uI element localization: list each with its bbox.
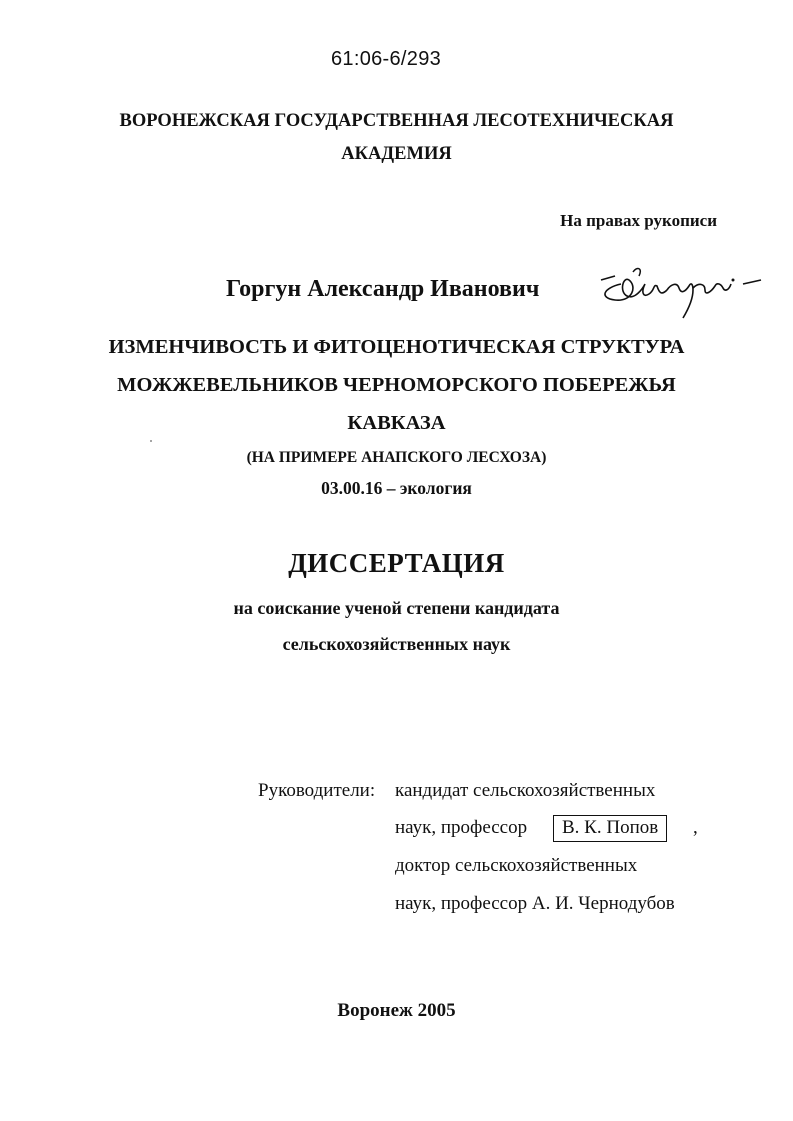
manuscript-rights: На правах рукописи xyxy=(560,211,717,230)
supervisor-comma: , xyxy=(693,817,698,838)
document-type: ДИССЕРТАЦИЯ xyxy=(288,548,505,578)
title-line-1: ИЗМЕНЧИВОСТЬ И ФИТОЦЕНОТИЧЕСКАЯ СТРУКТУРА xyxy=(108,336,685,358)
title-line-2: МОЖЖЕВЕЛЬНИКОВ ЧЕРНОМОРСКОГО ПОБЕРЕЖЬЯ xyxy=(117,374,676,396)
degree-line-1: на соискание ученой степени кандидата xyxy=(233,598,560,618)
supervisor-line-3: доктор сельскохозяйственных xyxy=(395,855,638,876)
catalog-number: 61:06-6/293 xyxy=(331,48,442,70)
supervisor-line-1: кандидат сельскохозяйственных xyxy=(395,780,656,801)
supervisor-line-4: наук, профессор А. И. Чернодубов xyxy=(395,893,675,914)
signature-text: Горгун xyxy=(593,262,596,263)
supervisors-label: Руководители: xyxy=(258,780,376,801)
supervisor-line-2: наук, профессор xyxy=(395,817,528,838)
degree-line-2: сельскохозяйственных наук xyxy=(282,634,511,654)
supervisor-name-boxed: В. К. Попов xyxy=(553,815,667,842)
author-name: Горгун Александр Иванович xyxy=(226,276,540,302)
institution-line-1: ВОРОНЕЖСКАЯ ГОСУДАРСТВЕННАЯ ЛЕСОТЕХНИЧЕСКАЯ xyxy=(119,111,674,131)
author-signature xyxy=(593,262,768,322)
institution-line-2: АКАДЕМИЯ xyxy=(341,144,452,164)
scan-speck xyxy=(150,440,152,442)
title-line-3: КАВКАЗА xyxy=(347,412,446,434)
speciality-code: 03.00.16 – экология xyxy=(321,478,472,498)
city-year: Воронеж 2005 xyxy=(337,1000,456,1021)
title-subtitle: (НА ПРИМЕРЕ АНАПСКОГО ЛЕСХОЗА) xyxy=(246,449,547,466)
